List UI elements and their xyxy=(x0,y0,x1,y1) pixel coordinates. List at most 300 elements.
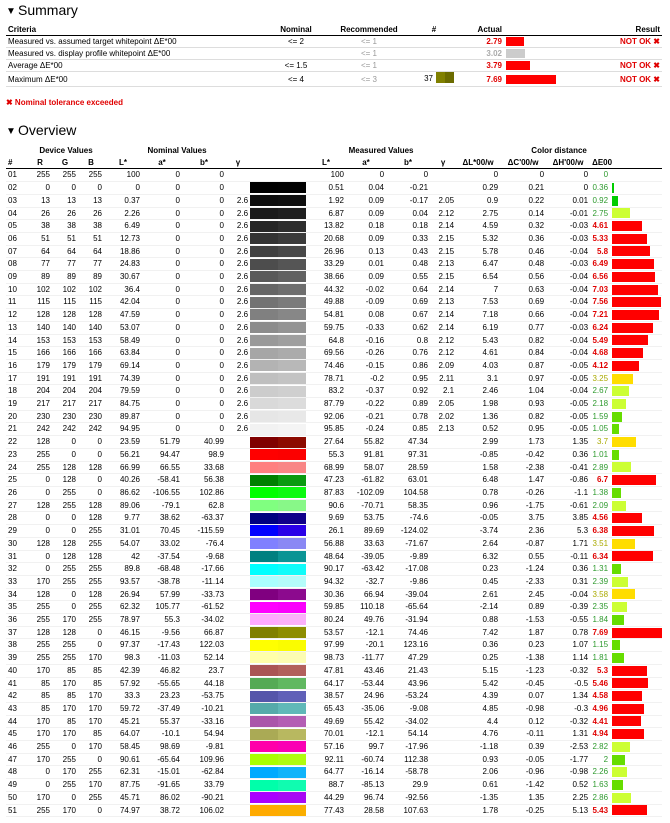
nominal-b: 0 xyxy=(182,296,226,309)
delta-l: 6.32 xyxy=(456,550,500,563)
measured-a: -85.13 xyxy=(346,779,386,792)
delta-h: -0.03 xyxy=(546,232,590,245)
delta-l: 0.36 xyxy=(456,639,500,652)
device-g: 140 xyxy=(52,321,78,334)
patch-row xyxy=(6,664,662,677)
delta-e: 4.58 xyxy=(590,690,610,703)
measured-swatch xyxy=(278,208,306,219)
nominal-b: 0 xyxy=(182,271,226,284)
device-b: 170 xyxy=(78,652,104,665)
measured-a: -0.37 xyxy=(346,385,386,398)
swatch-pair xyxy=(250,500,306,511)
device-r: 255 xyxy=(28,741,52,754)
nominal-l: 42 xyxy=(104,550,142,563)
delta-e: 6.49 xyxy=(590,258,610,271)
nominal-b: -33.16 xyxy=(182,715,226,728)
patch-row xyxy=(6,321,662,334)
summary-title: Summary xyxy=(18,2,78,18)
delta-c: -0.26 xyxy=(500,486,546,499)
measured-l: 9.69 xyxy=(306,512,346,525)
delta-e: 5.46 xyxy=(590,677,610,690)
delta-l: 7 xyxy=(456,283,500,296)
delta-e: 2.67 xyxy=(590,385,610,398)
delta-e-bar-cell xyxy=(610,232,662,245)
delta-e-bar xyxy=(612,462,631,472)
swatch-pair xyxy=(250,398,306,409)
nominal-gamma xyxy=(226,804,250,817)
patch-row xyxy=(6,194,662,207)
delta-h: 0.01 xyxy=(546,194,590,207)
nominal-values-header: Nominal Values xyxy=(147,146,207,155)
delta-e: 6.34 xyxy=(590,550,610,563)
measured-l: 90.6 xyxy=(306,499,346,512)
device-g: 170 xyxy=(52,804,78,817)
delta-e-bar xyxy=(612,526,654,536)
nominal-l: 93.57 xyxy=(104,575,142,588)
swatch-pair xyxy=(250,221,306,232)
patch-id: 31 xyxy=(6,550,28,563)
nominal-gamma: 2.6 xyxy=(226,245,250,258)
delta-h: 0.78 xyxy=(546,626,590,639)
delta-c: 0.56 xyxy=(500,271,546,284)
color-swatch-cell xyxy=(250,753,306,766)
patch-row xyxy=(6,499,662,512)
nominal-l: 98.3 xyxy=(104,652,142,665)
device-r: 255 xyxy=(28,804,52,817)
patch-swatch xyxy=(436,72,445,83)
device-g: 38 xyxy=(52,220,78,233)
nominal-swatch xyxy=(250,805,278,816)
delta-e-bar-cell xyxy=(610,321,662,334)
measured-l: 78.71 xyxy=(306,372,346,385)
device-r: 204 xyxy=(28,385,52,398)
nominal-a: 38.62 xyxy=(142,512,182,525)
color-swatch-cell xyxy=(250,486,306,499)
delta-h: -0.03 xyxy=(546,220,590,233)
device-b: 64 xyxy=(78,245,104,258)
nominal-a: 0 xyxy=(142,207,182,220)
patch-row xyxy=(6,512,662,525)
device-g: 0 xyxy=(52,791,78,804)
device-r: 255 xyxy=(28,639,52,652)
nominal-gamma xyxy=(226,753,250,766)
nominal-gamma: 2.6 xyxy=(226,347,250,360)
device-g: 170 xyxy=(52,766,78,779)
nominal-b: 122.03 xyxy=(182,639,226,652)
nominal-gamma xyxy=(226,588,250,601)
nominal-gamma xyxy=(226,664,250,677)
measured-l: 44.29 xyxy=(306,791,346,804)
device-g: 85 xyxy=(52,690,78,703)
nominal-b: 0 xyxy=(182,207,226,220)
delta-l: 7.42 xyxy=(456,626,500,639)
nominal-a: 0 xyxy=(142,385,182,398)
nominal-swatch xyxy=(250,170,278,181)
measured-swatch xyxy=(278,805,306,816)
color-swatch-cell xyxy=(250,423,306,436)
delta-e-bar-cell xyxy=(610,715,662,728)
patch-number-cell xyxy=(414,36,454,48)
measured-l: 92.06 xyxy=(306,410,346,423)
nominal-b: -76.4 xyxy=(182,537,226,550)
device-b: 0 xyxy=(78,626,104,639)
delta-h: -0.32 xyxy=(546,664,590,677)
nominal-gamma xyxy=(226,601,250,614)
measured-a: -0.15 xyxy=(346,359,386,372)
measured-l: 38.57 xyxy=(306,690,346,703)
delta-e-bar-cell xyxy=(610,690,662,703)
delta-e-bar-cell xyxy=(610,652,662,665)
patch-id: 25 xyxy=(6,474,28,487)
patch-id: 37 xyxy=(6,626,28,639)
delta-e-bar xyxy=(612,399,626,409)
measured-l: 77.43 xyxy=(306,804,346,817)
delta-e: 2.75 xyxy=(590,207,610,220)
swatch-pair xyxy=(250,741,306,752)
nominal-l: 97.37 xyxy=(104,639,142,652)
measured-b: 0 xyxy=(386,169,430,182)
nominal-gamma: 2.6 xyxy=(226,194,250,207)
measured-gamma: 2.1 xyxy=(430,385,456,398)
swatch-pair xyxy=(250,233,306,244)
nominal-swatch xyxy=(250,614,278,625)
nominal-b: 33.79 xyxy=(182,779,226,792)
device-r: 0 xyxy=(28,512,52,525)
color-swatch-cell xyxy=(250,347,306,360)
measured-l: 33.29 xyxy=(306,258,346,271)
color-swatch-cell xyxy=(250,690,306,703)
delta-h: -0.05 xyxy=(546,372,590,385)
measured-b: -71.67 xyxy=(386,537,430,550)
delta-e-bar xyxy=(612,615,624,625)
device-g: 13 xyxy=(52,194,78,207)
delta-e-bar xyxy=(612,310,659,320)
nominal-swatch xyxy=(250,780,278,791)
device-r: 170 xyxy=(28,575,52,588)
device-r: 38 xyxy=(28,220,52,233)
delta-e-bar-cell xyxy=(610,486,662,499)
device-g: 0 xyxy=(52,588,78,601)
result-cell: NOT OK ✖ xyxy=(570,36,662,48)
measured-l: 38.66 xyxy=(306,271,346,284)
delta-e-bar xyxy=(612,361,639,371)
overview-column-header: γ xyxy=(430,157,456,169)
delta-l: -1.18 xyxy=(456,741,500,754)
measured-l: 59.85 xyxy=(306,601,346,614)
delta-e: 3.25 xyxy=(590,372,610,385)
nominal-swatch xyxy=(250,551,278,562)
delta-e-bar xyxy=(612,628,662,638)
patch-id: 08 xyxy=(6,258,28,271)
measured-l: 94.32 xyxy=(306,575,346,588)
patch-id: 30 xyxy=(6,537,28,550)
nominal-l: 56.21 xyxy=(104,448,142,461)
delta-e-bar-cell xyxy=(610,741,662,754)
device-r: 128 xyxy=(28,309,52,322)
nominal-b: 0 xyxy=(182,283,226,296)
delta-e: 3.58 xyxy=(590,588,610,601)
patch-number-cell xyxy=(414,48,454,60)
patch-id: 36 xyxy=(6,614,28,627)
swatch-pair xyxy=(250,475,306,486)
patch-row xyxy=(6,271,662,284)
delta-e-bar xyxy=(612,221,642,231)
device-b: 255 xyxy=(78,601,104,614)
delta-e-bar-cell xyxy=(610,766,662,779)
color-swatch-cell xyxy=(250,601,306,614)
collapse-triangle-icon[interactable]: ▼ xyxy=(6,126,16,137)
delta-e-bar-cell xyxy=(610,423,662,436)
swatch-pair xyxy=(250,322,306,333)
measured-swatch xyxy=(278,246,306,257)
patch-id: 44 xyxy=(6,715,28,728)
delta-l: 2.61 xyxy=(456,588,500,601)
patch-row xyxy=(6,448,662,461)
collapse-triangle-icon[interactable]: ▼ xyxy=(6,6,16,17)
nominal-l: 6.49 xyxy=(104,220,142,233)
delta-h: 1.34 xyxy=(546,690,590,703)
device-g: 64 xyxy=(52,245,78,258)
delta-h: 1.14 xyxy=(546,652,590,665)
device-g: 102 xyxy=(52,283,78,296)
nominal-b: 54.94 xyxy=(182,728,226,741)
color-swatch-cell xyxy=(250,372,306,385)
delta-c: -0.05 xyxy=(500,753,546,766)
device-b: 255 xyxy=(78,563,104,576)
device-r: 115 xyxy=(28,296,52,309)
measured-b: -58.78 xyxy=(386,766,430,779)
delta-c: -0.45 xyxy=(500,677,546,690)
measured-l: 69.56 xyxy=(306,347,346,360)
measured-gamma xyxy=(430,550,456,563)
nominal-swatch xyxy=(250,500,278,511)
measured-gamma: 2.09 xyxy=(430,359,456,372)
delta-e-bar-cell xyxy=(610,220,662,233)
device-b: 255 xyxy=(78,525,104,538)
nominal-swatch xyxy=(250,703,278,714)
measured-b: 0.95 xyxy=(386,372,430,385)
delta-e-bar xyxy=(612,335,648,345)
summary-section-header[interactable] xyxy=(6,2,78,20)
overview-column-header: b* xyxy=(386,157,430,169)
device-r: 102 xyxy=(28,283,52,296)
measured-l: 87.79 xyxy=(306,398,346,411)
measured-gamma: 2.14 xyxy=(430,321,456,334)
device-b: 170 xyxy=(78,779,104,792)
device-r: 170 xyxy=(28,715,52,728)
device-b: 89 xyxy=(78,271,104,284)
device-r: 85 xyxy=(28,690,52,703)
nominal-swatch xyxy=(250,348,278,359)
delta-e-bar xyxy=(612,259,654,269)
measured-a: -0.22 xyxy=(346,398,386,411)
nominal-l: 33.3 xyxy=(104,690,142,703)
measured-b: -0.21 xyxy=(386,182,430,195)
nominal-a: -37.49 xyxy=(142,702,182,715)
nominal-gamma xyxy=(226,639,250,652)
summary-column-header xyxy=(504,24,570,36)
nominal-b: 44.18 xyxy=(182,677,226,690)
nominal-swatch xyxy=(250,754,278,765)
measured-gamma xyxy=(430,474,456,487)
device-r: 0 xyxy=(28,182,52,195)
patch-row xyxy=(6,372,662,385)
delta-e: 6.24 xyxy=(590,321,610,334)
device-g: 255 xyxy=(52,652,78,665)
nominal-a: -9.56 xyxy=(142,626,182,639)
patch-id: 33 xyxy=(6,575,28,588)
delta-e-bar xyxy=(612,272,655,282)
nominal-a: 0 xyxy=(142,334,182,347)
delta-e-bar-cell xyxy=(610,537,662,550)
delta-h: -0.04 xyxy=(546,296,590,309)
device-g: 166 xyxy=(52,347,78,360)
delta-e-bar xyxy=(612,475,656,485)
device-r: 230 xyxy=(28,410,52,423)
patch-id: 45 xyxy=(6,728,28,741)
delta-c: -0.96 xyxy=(500,766,546,779)
measured-l: 26.1 xyxy=(306,525,346,538)
delta-l: 2.46 xyxy=(456,385,500,398)
delta-c: -0.11 xyxy=(500,728,546,741)
delta-c: 0.82 xyxy=(500,334,546,347)
delta-c: 0.55 xyxy=(500,550,546,563)
device-r: 255 xyxy=(28,614,52,627)
delta-e-bar-cell xyxy=(610,436,662,449)
patch-id: 48 xyxy=(6,766,28,779)
device-r: 179 xyxy=(28,359,52,372)
nominal-swatch xyxy=(250,309,278,320)
measured-l: 53.57 xyxy=(306,626,346,639)
delta-h: -0.05 xyxy=(546,398,590,411)
nominal-swatch xyxy=(250,665,278,676)
nominal-a: 0 xyxy=(142,245,182,258)
delta-e-bar-cell xyxy=(610,194,662,207)
measured-gamma xyxy=(430,461,456,474)
nominal-swatch xyxy=(250,564,278,575)
measured-l: 30.36 xyxy=(306,588,346,601)
nominal-l: 100 xyxy=(104,169,142,182)
delta-e: 6.7 xyxy=(590,474,610,487)
delta-e-bar xyxy=(612,488,621,498)
measured-l: 64.17 xyxy=(306,677,346,690)
device-g: 170 xyxy=(52,702,78,715)
delta-h: 0.36 xyxy=(546,563,590,576)
measured-gamma xyxy=(430,639,456,652)
measured-swatch xyxy=(278,284,306,295)
delta-e-bar-cell xyxy=(610,563,662,576)
delta-h: 5.3 xyxy=(546,525,590,538)
measured-gamma xyxy=(430,512,456,525)
delta-c: -0.25 xyxy=(500,804,546,817)
measured-a: 0.08 xyxy=(346,309,386,322)
patch-id: 05 xyxy=(6,220,28,233)
delta-c: 0.77 xyxy=(500,321,546,334)
measured-gamma: 2.12 xyxy=(430,347,456,360)
patch-id: 20 xyxy=(6,410,28,423)
measured-b: 63.01 xyxy=(386,474,430,487)
measured-b: 0.89 xyxy=(386,398,430,411)
device-b: 51 xyxy=(78,232,104,245)
color-swatch-cell xyxy=(250,588,306,601)
delta-e: 5.43 xyxy=(590,804,610,817)
measured-b: -124.02 xyxy=(386,525,430,538)
delta-e-bar-cell xyxy=(610,271,662,284)
criteria-cell: Maximum ΔE*00 xyxy=(6,72,268,87)
nominal-b: -53.75 xyxy=(182,690,226,703)
overview-column-header: L* xyxy=(104,157,142,169)
measured-swatch xyxy=(278,691,306,702)
nominal-b: 33.68 xyxy=(182,461,226,474)
nominal-swatch xyxy=(250,398,278,409)
summary-row xyxy=(6,36,662,48)
measured-a: -70.71 xyxy=(346,499,386,512)
nominal-l: 18.86 xyxy=(104,245,142,258)
measured-gamma: 2.14 xyxy=(430,309,456,322)
nominal-cell xyxy=(268,48,324,60)
device-g: 85 xyxy=(52,664,78,677)
color-swatch-cell xyxy=(250,296,306,309)
swatch-pair xyxy=(250,195,306,206)
delta-e: 6.38 xyxy=(590,525,610,538)
summary-column-header: Recommended xyxy=(324,24,414,36)
swatch-pair xyxy=(250,551,306,562)
measured-b: -65.64 xyxy=(386,601,430,614)
nominal-l: 90.61 xyxy=(104,753,142,766)
device-g: 0 xyxy=(52,436,78,449)
nominal-gamma: 2.6 xyxy=(226,220,250,233)
delta-l: 0.96 xyxy=(456,499,500,512)
overview-section-header[interactable] xyxy=(6,122,76,140)
color-swatch-cell xyxy=(250,525,306,538)
delta-e: 4.96 xyxy=(590,702,610,715)
measured-b: -53.24 xyxy=(386,690,430,703)
device-r: 89 xyxy=(28,271,52,284)
measured-a: -0.2 xyxy=(346,372,386,385)
delta-e: 1.84 xyxy=(590,614,610,627)
overview-table xyxy=(6,145,662,817)
patch-id: 21 xyxy=(6,423,28,436)
nominal-b: -63.37 xyxy=(182,512,226,525)
measured-a: 0.09 xyxy=(346,207,386,220)
measured-gamma xyxy=(430,626,456,639)
measured-a: -61.82 xyxy=(346,474,386,487)
delta-l: -1.35 xyxy=(456,791,500,804)
measured-a: 0.18 xyxy=(346,220,386,233)
color-swatch-cell xyxy=(250,741,306,754)
delta-l: -0.05 xyxy=(456,512,500,525)
delta-l: 5.42 xyxy=(456,677,500,690)
measured-a: 99.7 xyxy=(346,741,386,754)
patch-row xyxy=(6,601,662,614)
measured-l: 54.81 xyxy=(306,309,346,322)
delta-e: 1.59 xyxy=(590,410,610,423)
delta-c: 0.93 xyxy=(500,398,546,411)
nominal-a: -15.01 xyxy=(142,766,182,779)
device-g: 170 xyxy=(52,614,78,627)
actual-bar xyxy=(506,75,556,84)
device-r: 51 xyxy=(28,232,52,245)
color-swatch-cell xyxy=(250,550,306,563)
recommended-cell: <= 3 xyxy=(324,72,414,87)
measured-gamma xyxy=(430,766,456,779)
nominal-gamma xyxy=(226,169,250,182)
swatch-pair xyxy=(250,335,306,346)
nominal-l: 66.99 xyxy=(104,461,142,474)
nominal-b: 0 xyxy=(182,321,226,334)
patch-id: 27 xyxy=(6,499,28,512)
nominal-a: 0 xyxy=(142,309,182,322)
